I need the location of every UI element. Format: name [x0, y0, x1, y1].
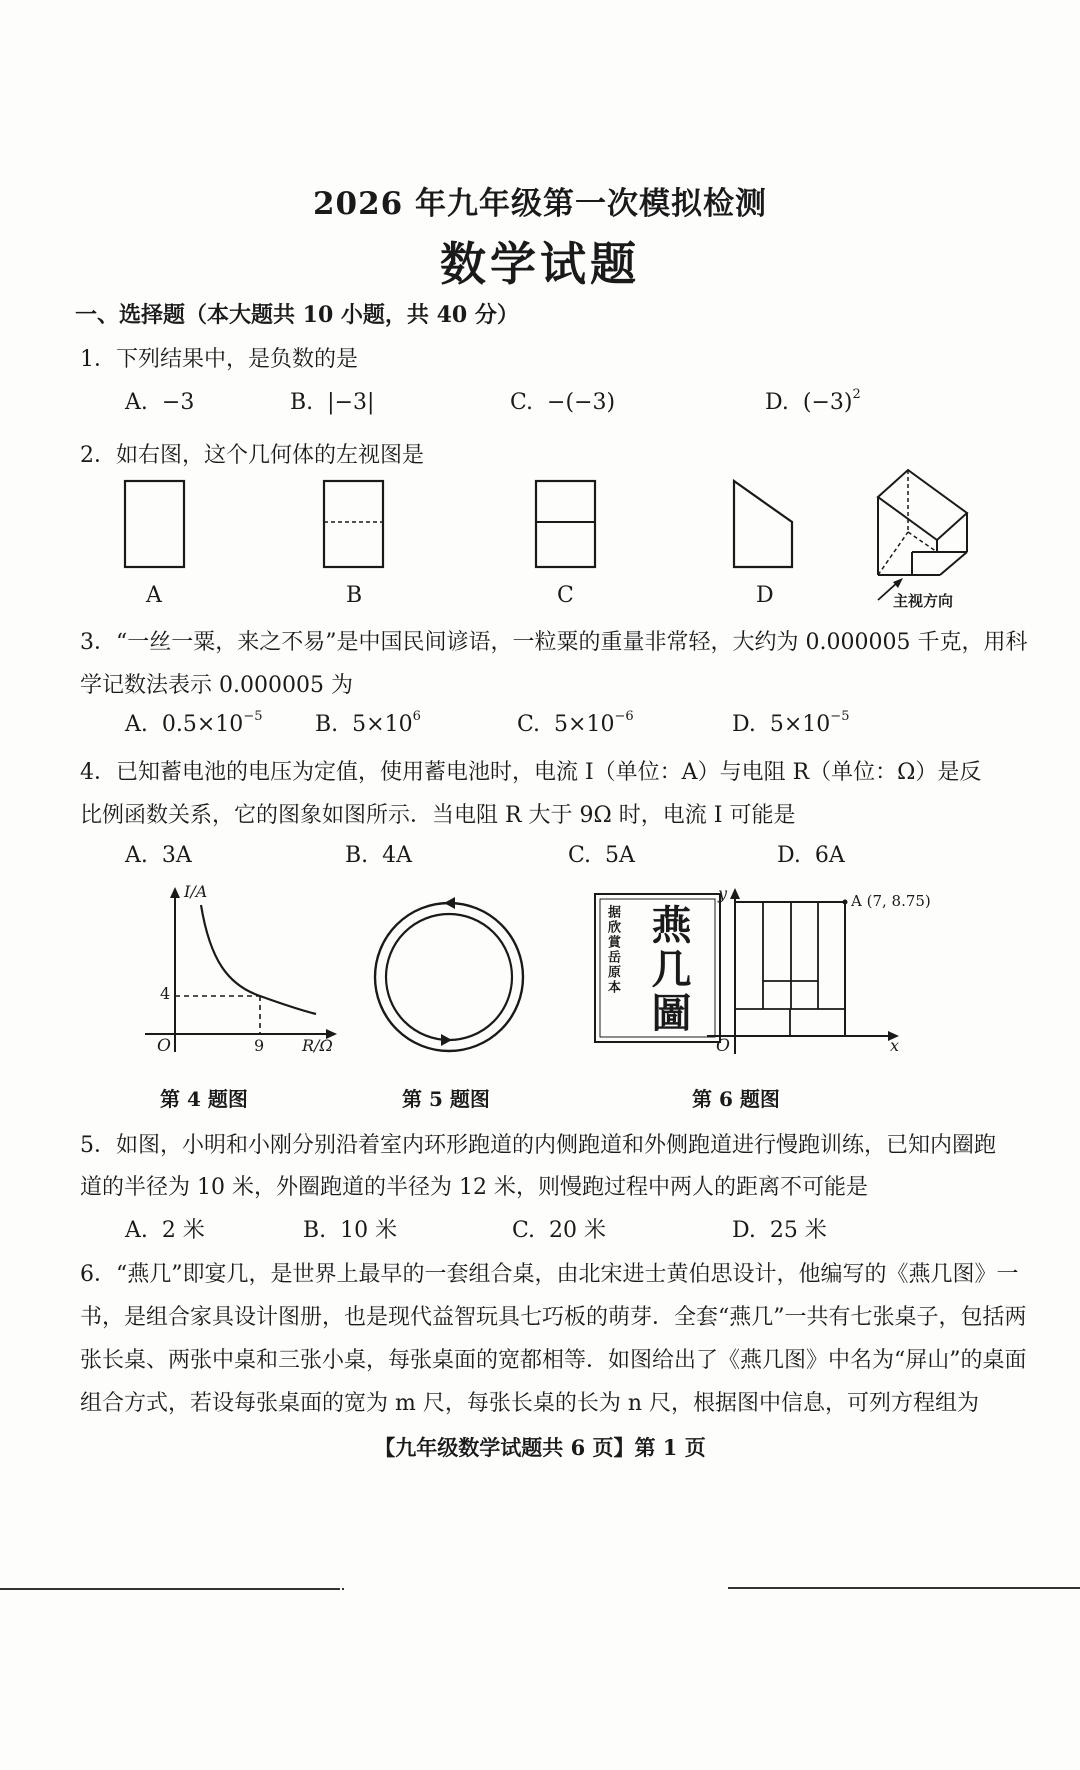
q1-option-c: C. −(−3)	[510, 390, 616, 415]
q2-stem: 2．如右图，这个几何体的左视图是	[80, 443, 424, 468]
q4-stem-line2: 比例函数关系，它的图象如图所示．当电阻 R 大于 9Ω 时，电流 I 可能是	[80, 803, 796, 828]
q4-stem-line1: 4．已知蓄电池的电压为定值，使用蓄电池时，电流 I（单位：A）与电阻 R（单位：Ω）是反	[80, 760, 982, 785]
q3-option-a: A. $0.5\times 10^{-5}$	[125, 709, 263, 737]
q1-stem: 1．下列结果中，是负数的是	[80, 347, 358, 372]
fig4-caption: 第 4 题图	[160, 1087, 248, 1111]
q6-line1: 6．“燕几”即宴几，是世界上最早的一套组合桌，由北宋进士黄伯思设计，他编写的《燕几图》一	[80, 1262, 1019, 1287]
exam-title: 2026 年九年级第一次模拟检测	[312, 186, 768, 222]
fig6-origin: O	[716, 1036, 730, 1056]
fig6-y-axis: y	[718, 884, 728, 903]
fig4-x-tick: 9	[254, 1036, 265, 1055]
q4-option-a: A. 3A	[125, 843, 192, 868]
page-footer: 【九年级数学试题共 6 页】第 1 页	[374, 1435, 706, 1460]
q4-option-b: B. 4A	[345, 843, 413, 868]
q6-line2: 书，是组合家具设计图册，也是现代益智玩具七巧板的萌芽．全套“燕几”一共有七张桌子，包括两	[80, 1305, 1027, 1330]
q1-option-b: B. |−3|	[290, 390, 375, 415]
q5-option-a: A. 2 米	[125, 1218, 205, 1243]
scan-lines	[0, 1580, 1080, 1600]
q3-option-d: D. $5\times 10^{-5}$	[732, 709, 850, 737]
q2-label-d: D	[756, 583, 774, 608]
q6-line3: 张长桌、两张中桌和三张小桌，每张桌面的宽都相等．如图给出了《燕几图》中名为“屏山”的桌面	[80, 1348, 1027, 1373]
q4-option-d: D. 6A	[777, 843, 845, 868]
q3-stem-line1: 3．“一丝一粟，来之不易”是中国民间谚语，一粒粟的重量非常轻，大约为 0.000005 千克，用科	[80, 630, 1028, 655]
q6-line4: 组合方式，若设每张桌面的宽为 m 尺，每张长桌的长为 n 尺，根据图中信息，可列方程组为	[80, 1391, 980, 1416]
q5-option-c: C. 20 米	[512, 1218, 607, 1243]
q3-option-b: B. $5\times 10^6$	[315, 709, 421, 737]
fig4-graph	[145, 887, 337, 1052]
q5-option-b: B. 10 米	[303, 1218, 398, 1243]
q5-option-d: D. 25 米	[732, 1218, 827, 1243]
fig6-stamp-side-text: 据欣賞岳原本	[605, 905, 620, 995]
fig6-stamp-main-text: 燕几圖	[645, 904, 692, 1036]
fig6-point-label: A (7, 8.75)	[851, 892, 931, 910]
fig5-arrow-top	[444, 897, 455, 909]
fig6-caption: 第 6 题图	[692, 1087, 780, 1111]
fig5-arrow-bottom	[441, 1034, 452, 1046]
q1-option-d: D. $(-3)^2$	[765, 387, 861, 415]
fig4-y-tick: 4	[160, 984, 171, 1003]
fig4-curve	[201, 905, 316, 1014]
q5-stem-line1: 5．如图，小明和小刚分别沿着室内环形跑道的内侧跑道和外侧跑道进行慢跑训练，已知内圈跑	[80, 1133, 997, 1158]
fig5-ring	[375, 897, 523, 1051]
fig5-caption: 第 5 题图	[402, 1087, 490, 1111]
q2-label-c: C	[557, 583, 574, 608]
q2-label-a: A	[146, 583, 162, 608]
q1-option-a: A. −3	[125, 390, 195, 415]
q3-stem-line2: 学记数法表示 0.000005 为	[80, 673, 353, 698]
q2-view-direction: 主视方向	[893, 592, 954, 610]
q3-option-c: C. $5\times 10^{-6}$	[517, 709, 634, 737]
fig6-x-axis: x	[890, 1036, 900, 1055]
fig4-x-label: R/Ω	[302, 1036, 333, 1055]
section-heading: 一、选择题（本大题共 10 小题，共 40 分）	[75, 302, 519, 328]
q5-stem-line2: 道的半径为 10 米，外圈跑道的半径为 12 米，则慢跑过程中两人的距离不可能是	[80, 1175, 868, 1200]
q2-label-b: B	[346, 583, 363, 608]
q4-option-c: C. 5A	[568, 843, 635, 868]
fig4-origin: O	[157, 1036, 171, 1056]
subject-title: 数学试题	[440, 237, 640, 291]
fig6-grid	[707, 888, 899, 1054]
fig4-y-label: I/A	[184, 882, 208, 901]
